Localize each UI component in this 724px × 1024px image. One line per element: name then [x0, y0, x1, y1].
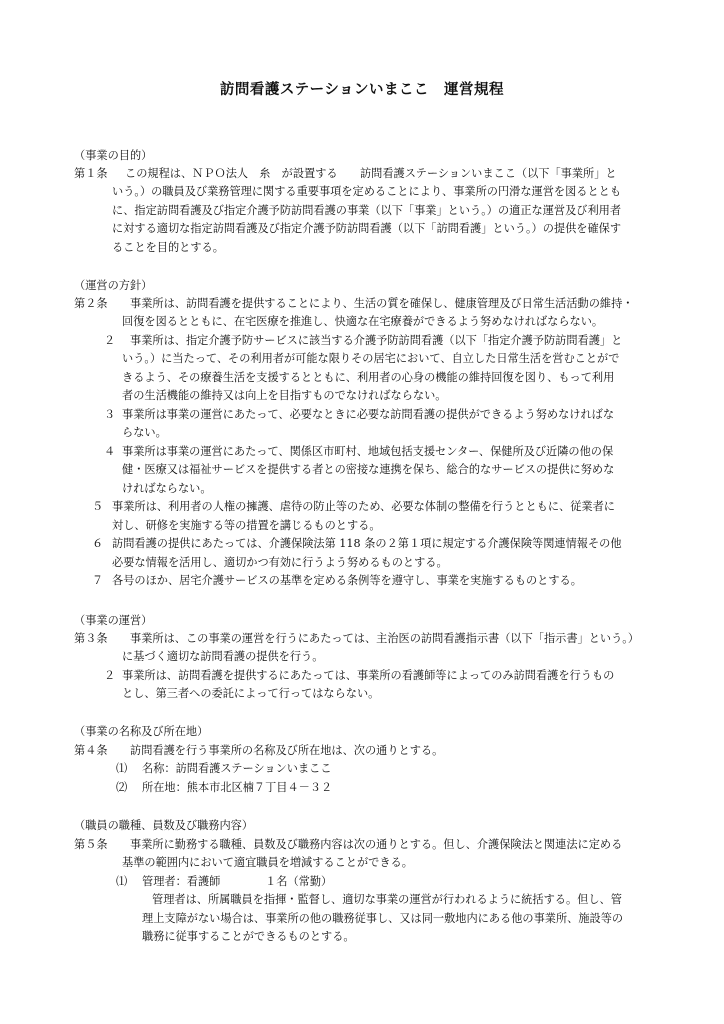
- article-2-text-line: 事業所は、利用者の人権の擁護、虐待の防止等のため、必要な体制の整備を行うとともに、従業者に: [112, 500, 615, 513]
- article-5-text-line: 職務に従事することができるものとする。: [142, 930, 355, 943]
- article-number: 第４条: [74, 744, 108, 757]
- article-4-text-line: 訪問看護を行う事業所の名称及び所在地は、次の通りとする。: [130, 744, 444, 757]
- article-number: 第３条: [74, 632, 108, 645]
- section-heading-staff: （職員の職種、員数及び職務内容）: [74, 819, 254, 832]
- article-2-text-line: らない。: [122, 426, 167, 439]
- list-item-text: 所在地：熊本市北区楠７丁目４－３２: [142, 781, 333, 794]
- article-2-text-line: 事業所は、指定介護予防サービスに該当する介護予防訪問看護（以下「指定介護予防訪問看護」と: [130, 334, 623, 347]
- list-item-number: ⑴: [116, 762, 128, 775]
- list-item-text: 名称：訪問看護ステーションいまここ: [142, 762, 332, 775]
- paragraph-number: ５: [92, 500, 104, 513]
- article-5-text-line: 理上支障がない場合は、事業所の他の職務従事し、又は同一敷地内にある他の事業所、施設等の: [142, 912, 624, 925]
- article-3-text-line: 事業所は、訪問看護を提供するにあたっては、事業所の看護師等によってのみ訪問看護を行うもの: [122, 669, 615, 682]
- article-3-text-line: とし、第三者への委託によって行ってはならない。: [122, 687, 380, 700]
- article-1-text-line: この規程は、ＮＰＯ法人 糸 が設置する 訪問看護ステーションいまここ（以下「事業所」と: [125, 167, 617, 180]
- article-number: 第５条: [74, 838, 108, 851]
- article-2-text-line: いう。）に当たって、その利用者が可能な限りその居宅において、自立した日常生活を営むことがで: [122, 352, 620, 365]
- list-item-number: ⑴: [116, 875, 128, 888]
- paragraph-number: ４: [104, 445, 116, 458]
- article-2-text-line: 各号のほか、居宅介護サービスの基準を定める条例等を遵守し、事業を実施するものとする。: [112, 574, 582, 587]
- paragraph-number: ６: [92, 537, 104, 550]
- article-2-text-line: 事業所は事業の運営にあたって、関係区市町村、地域包括支援センター、保健所及び近隣の他の保: [122, 445, 614, 458]
- article-2-text-line: 者の生活機能の維持又は向上を目指すものでなければならない。: [122, 389, 447, 402]
- article-2-text-line: きるよう、その療養生活を支援するとともに、利用者の心身の機能の維持回復を図り、もって利用: [122, 371, 615, 384]
- article-2-text-line: 必要な情報を活用し、適切かつ有効に行うよう努めるものとする。: [112, 556, 448, 569]
- article-3-text-line: 事業所は、この事業の運営を行うにあたっては、主治医の訪問看護指示書（以下「指示書」という。）: [130, 632, 640, 645]
- article-1-text-line: に対する適切な指定訪問看護及び指定介護予防訪問看護（以下「訪問看護」という。）の提供を確保す: [112, 222, 622, 235]
- article-number: 第２条: [74, 297, 108, 310]
- article-5-text-line: 管理者は、所属職員を指揮・監督し、適切な事業の運営が行われるように統括する。但し、管: [152, 893, 622, 906]
- paragraph-number: ２: [104, 334, 116, 347]
- paragraph-number: ７: [92, 574, 104, 587]
- list-item-number: ⑵: [116, 781, 128, 794]
- section-heading-policy: （運営の方針）: [74, 279, 153, 292]
- article-2-text-line: 対し、研修を実施する等の措置を講じるものとする。: [112, 519, 381, 532]
- article-2-text-line: 事業所は事業の運営にあたって、必要なときに必要な訪問看護の提供ができるよう努めなければな: [122, 408, 615, 421]
- document-title: 訪問看護ステーションいまここ 運営規程: [219, 82, 505, 98]
- article-2-text-line: ければならない。: [122, 482, 212, 495]
- article-1-text-line: いう。）の職員及び業務管理に関する重要事項を定めることにより、事業所の円滑な運営を図るととも: [112, 185, 622, 198]
- list-item-text: 管理者：看護師 １名（常勤）: [142, 875, 333, 888]
- article-2-text-line: 回復を図るとともに、在宅医療を推進し、快適な在宅療養ができるよう努めなければならない。: [122, 315, 604, 328]
- article-5-text-line: 基準の範囲内において適宜職員を増減することができる。: [122, 856, 413, 869]
- paragraph-number: ３: [104, 408, 116, 421]
- article-2-text-line: 事業所は、訪問看護を提供することにより、生活の質を確保し、健康管理及び日常生活活動の維持・: [130, 297, 634, 310]
- article-1-text-line: ることを目的とする。: [112, 241, 224, 254]
- article-2-text-line: 訪問看護の提供にあたっては、介護保険法第 118 条の２第１項に規定する介護保険等関連情報その他: [112, 537, 622, 550]
- article-2-text-line: 健・医療又は福祉サービスを提供する者との密接な連携を保ち、総合的なサービスの提供に努めな: [122, 463, 615, 476]
- article-5-text-line: 事業所に勤務する職種、員数及び職務内容は次の通りとする。但し、介護保険法と関連法に定める: [130, 838, 623, 851]
- article-1-text-line: に、指定訪問看護及び指定介護予防訪問看護の事業（以下「事業」という。）の適正な運営及び利用者: [112, 204, 622, 217]
- section-heading-purpose: （事業の目的）: [74, 149, 153, 162]
- article-3-text-line: に基づく適切な訪問看護の提供を行う。: [122, 650, 324, 663]
- article-number: 第１条: [74, 167, 108, 180]
- paragraph-number: ２: [104, 669, 116, 682]
- section-heading-operation: （事業の運営）: [74, 614, 153, 627]
- section-heading-name-location: （事業の名称及び所在地）: [74, 725, 209, 738]
